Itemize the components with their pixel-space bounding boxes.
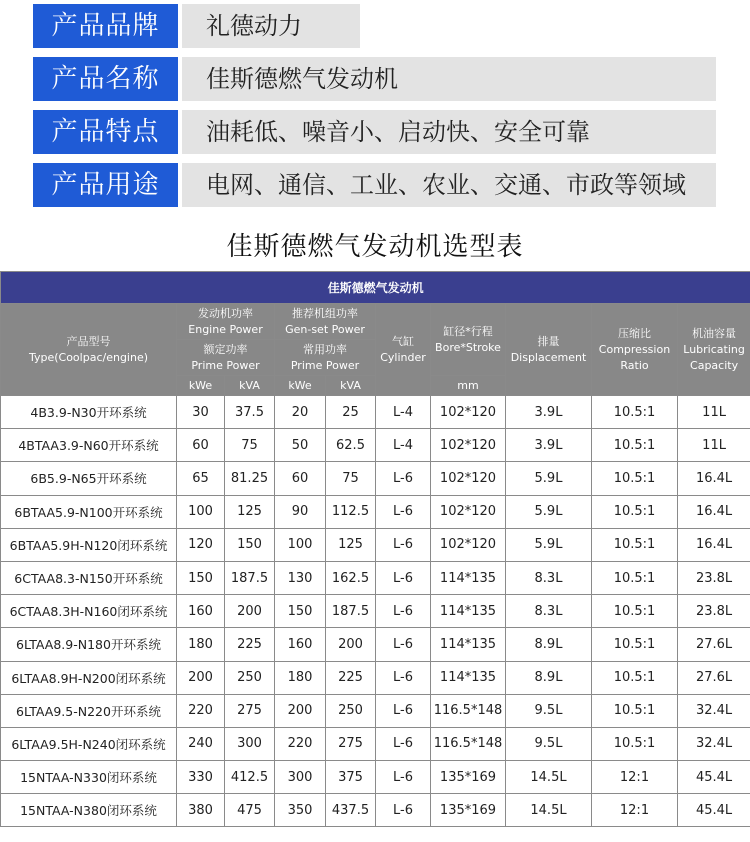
table-row — [1, 694, 750, 727]
cell-engine-kva: 275 — [225, 694, 275, 727]
info-value: 电网、通信、工业、农业、交通、市政等领域 — [182, 163, 716, 207]
info-label: 产品品牌 — [33, 4, 178, 48]
cell-genset-kwe: 220 — [275, 727, 326, 760]
cell-bore-stroke: 114*135 — [431, 561, 506, 594]
cell-genset-kva: 200 — [326, 628, 376, 661]
header-genset-power — [275, 304, 376, 340]
header-comp-cn: 压缩比 — [618, 326, 651, 340]
cell-displacement: 3.9L — [506, 429, 592, 462]
info-value: 油耗低、噪音小、启动快、安全可靠 — [182, 110, 716, 154]
cell-cylinder: L-6 — [376, 628, 431, 661]
cell-bore-stroke: 135*169 — [431, 794, 506, 827]
cell-engine-kva: 81.25 — [225, 462, 275, 495]
cell-cylinder: L-6 — [376, 661, 431, 694]
cell-lubricating: 16.4L — [678, 528, 750, 561]
cell-compression: 10.5:1 — [592, 628, 678, 661]
cell-model: 6LTAA8.9-N180开环系统 — [1, 628, 177, 661]
info-row-brand — [33, 4, 360, 48]
cell-compression: 10.5:1 — [592, 396, 678, 429]
header-cylinder-en: Cylinder — [380, 350, 426, 364]
table-row — [1, 396, 750, 429]
cell-bore-stroke: 114*135 — [431, 628, 506, 661]
cell-engine-kwe: 200 — [177, 661, 225, 694]
table-row — [1, 528, 750, 561]
cell-cylinder: L-6 — [376, 528, 431, 561]
header-model — [1, 304, 177, 396]
header-genset-power-cn: 推荐机组功率 — [292, 306, 358, 320]
cell-engine-kva: 250 — [225, 661, 275, 694]
cell-bore-stroke: 102*120 — [431, 495, 506, 528]
header-lub-cn: 机油容量 — [692, 326, 737, 340]
info-label: 产品用途 — [33, 163, 178, 207]
cell-lubricating: 32.4L — [678, 727, 750, 760]
table-row — [1, 595, 750, 628]
table-body — [1, 396, 750, 827]
header-kva: kVA — [225, 376, 275, 396]
table-row — [1, 628, 750, 661]
cell-model: 6CTAA8.3-N150开环系统 — [1, 561, 177, 594]
cell-compression: 10.5:1 — [592, 429, 678, 462]
cell-displacement: 5.9L — [506, 528, 592, 561]
table-row — [1, 462, 750, 495]
table-banner: 佳斯德燃气发动机 — [1, 272, 750, 304]
cell-genset-kwe: 130 — [275, 561, 326, 594]
cell-model: 4B3.9-N30开环系统 — [1, 396, 177, 429]
cell-genset-kwe: 180 — [275, 661, 326, 694]
cell-compression: 10.5:1 — [592, 495, 678, 528]
cell-engine-kva: 200 — [225, 595, 275, 628]
cell-model: 4BTAA3.9-N60开环系统 — [1, 429, 177, 462]
info-label: 产品名称 — [33, 57, 178, 101]
cell-bore-stroke: 102*120 — [431, 528, 506, 561]
cell-genset-kva: 225 — [326, 661, 376, 694]
cell-genset-kwe: 200 — [275, 694, 326, 727]
header-bore-en: Bore*Stroke — [435, 340, 501, 354]
cell-genset-kwe: 20 — [275, 396, 326, 429]
cell-genset-kva: 437.5 — [326, 794, 376, 827]
cell-engine-kva: 37.5 — [225, 396, 275, 429]
cell-lubricating: 27.6L — [678, 661, 750, 694]
cell-model: 6LTAA8.9H-N200闭环系统 — [1, 661, 177, 694]
cell-bore-stroke: 116.5*148 — [431, 727, 506, 760]
cell-genset-kva: 162.5 — [326, 561, 376, 594]
cell-cylinder: L-6 — [376, 561, 431, 594]
cell-genset-kwe: 150 — [275, 595, 326, 628]
header-lubricating — [678, 304, 750, 396]
cell-compression: 10.5:1 — [592, 528, 678, 561]
table-row — [1, 761, 750, 794]
cell-engine-kva: 150 — [225, 528, 275, 561]
cell-engine-kwe: 220 — [177, 694, 225, 727]
table-row — [1, 561, 750, 594]
cell-cylinder: L-6 — [376, 727, 431, 760]
cell-cylinder: L-6 — [376, 794, 431, 827]
cell-cylinder: L-6 — [376, 462, 431, 495]
header-displacement — [506, 304, 592, 396]
info-row-usage — [33, 163, 716, 207]
cell-bore-stroke: 114*135 — [431, 595, 506, 628]
header-kwe: kWe — [177, 376, 225, 396]
header-cylinder-cn: 气缸 — [392, 334, 414, 348]
info-value: 佳斯德燃气发动机 — [182, 57, 716, 101]
cell-genset-kwe: 160 — [275, 628, 326, 661]
cell-displacement: 14.5L — [506, 761, 592, 794]
cell-genset-kva: 25 — [326, 396, 376, 429]
header-comp-en1: Compression — [598, 342, 671, 356]
header-rated-power — [177, 340, 275, 376]
cell-genset-kwe: 350 — [275, 794, 326, 827]
cell-engine-kva: 412.5 — [225, 761, 275, 794]
cell-lubricating: 32.4L — [678, 694, 750, 727]
cell-compression: 10.5:1 — [592, 694, 678, 727]
header-engine-power — [177, 304, 275, 340]
cell-genset-kwe: 90 — [275, 495, 326, 528]
header-disp-en: Displacement — [510, 350, 587, 364]
cell-engine-kva: 187.5 — [225, 561, 275, 594]
cell-lubricating: 45.4L — [678, 761, 750, 794]
spec-table — [0, 271, 750, 827]
cell-bore-stroke: 102*120 — [431, 462, 506, 495]
header-prime-power-cn: 常用功率 — [303, 342, 347, 356]
cell-cylinder: L-4 — [376, 396, 431, 429]
cell-model: 6LTAA9.5-N220开环系统 — [1, 694, 177, 727]
header-bore-stroke — [431, 304, 506, 376]
table-row — [1, 661, 750, 694]
cell-model: 6B5.9-N65开环系统 — [1, 462, 177, 495]
cell-engine-kva: 225 — [225, 628, 275, 661]
header-rated-power-en: Prime Power — [191, 358, 260, 372]
cell-engine-kva: 75 — [225, 429, 275, 462]
cell-engine-kwe: 100 — [177, 495, 225, 528]
cell-engine-kwe: 180 — [177, 628, 225, 661]
cell-displacement: 9.5L — [506, 694, 592, 727]
cell-compression: 10.5:1 — [592, 727, 678, 760]
cell-lubricating: 16.4L — [678, 495, 750, 528]
cell-engine-kva: 300 — [225, 727, 275, 760]
cell-lubricating: 27.6L — [678, 628, 750, 661]
cell-engine-kwe: 120 — [177, 528, 225, 561]
table-row — [1, 429, 750, 462]
header-kva: kVA — [326, 376, 376, 396]
cell-lubricating: 23.8L — [678, 561, 750, 594]
cell-genset-kwe: 300 — [275, 761, 326, 794]
cell-genset-kwe: 60 — [275, 462, 326, 495]
info-row-features — [33, 110, 716, 154]
cell-displacement: 8.3L — [506, 595, 592, 628]
cell-compression: 10.5:1 — [592, 661, 678, 694]
cell-genset-kva: 62.5 — [326, 429, 376, 462]
cell-genset-kva: 275 — [326, 727, 376, 760]
cell-model: 6BTAA5.9-N100开环系统 — [1, 495, 177, 528]
info-value: 礼德动力 — [182, 4, 360, 48]
info-row-name — [33, 57, 716, 101]
header-model-cn: 产品型号 — [66, 334, 111, 348]
cell-cylinder: L-6 — [376, 694, 431, 727]
header-prime-power-en: Prime Power — [290, 358, 360, 372]
cell-genset-kva: 187.5 — [326, 595, 376, 628]
cell-cylinder: L-6 — [376, 495, 431, 528]
cell-engine-kwe: 330 — [177, 761, 225, 794]
cell-engine-kwe: 60 — [177, 429, 225, 462]
cell-engine-kwe: 65 — [177, 462, 225, 495]
cell-displacement: 8.3L — [506, 561, 592, 594]
cell-model: 15NTAA-N380闭环系统 — [1, 794, 177, 827]
cell-model: 6CTAA8.3H-N160闭环系统 — [1, 595, 177, 628]
cell-bore-stroke: 116.5*148 — [431, 694, 506, 727]
info-label: 产品特点 — [33, 110, 178, 154]
cell-compression: 10.5:1 — [592, 462, 678, 495]
cell-displacement: 8.9L — [506, 628, 592, 661]
header-rated-power-cn: 额定功率 — [203, 342, 248, 356]
cell-genset-kwe: 50 — [275, 429, 326, 462]
cell-engine-kva: 475 — [225, 794, 275, 827]
table-row — [1, 495, 750, 528]
cell-displacement: 8.9L — [506, 661, 592, 694]
header-lub-en2: Capacity — [690, 358, 739, 372]
header-bore-cn: 缸径*行程 — [443, 324, 493, 338]
cell-genset-kva: 112.5 — [326, 495, 376, 528]
table-title: 佳斯德燃气发动机选型表 — [226, 232, 524, 262]
cell-compression: 10.5:1 — [592, 561, 678, 594]
cell-lubricating: 23.8L — [678, 595, 750, 628]
cell-model: 15NTAA-N330闭环系统 — [1, 761, 177, 794]
cell-engine-kwe: 30 — [177, 396, 225, 429]
header-kwe: kWe — [275, 376, 326, 396]
header-disp-cn: 排量 — [537, 334, 560, 348]
cell-genset-kva: 375 — [326, 761, 376, 794]
cell-displacement: 3.9L — [506, 396, 592, 429]
cell-engine-kwe: 240 — [177, 727, 225, 760]
table-row — [1, 727, 750, 760]
header-lub-en1: Lubricating — [683, 342, 745, 356]
cell-bore-stroke: 102*120 — [431, 429, 506, 462]
cell-cylinder: L-6 — [376, 761, 431, 794]
cell-model: 6BTAA5.9H-N120闭环系统 — [1, 528, 177, 561]
cell-displacement: 9.5L — [506, 727, 592, 760]
cell-bore-stroke: 114*135 — [431, 661, 506, 694]
cell-engine-kwe: 380 — [177, 794, 225, 827]
cell-cylinder: L-6 — [376, 595, 431, 628]
cell-lubricating: 11L — [678, 429, 750, 462]
cell-genset-kva: 125 — [326, 528, 376, 561]
cell-genset-kva: 75 — [326, 462, 376, 495]
cell-displacement: 5.9L — [506, 495, 592, 528]
header-model-en: Type(Coolpac/engine) — [28, 350, 149, 364]
header-bore-unit: mm — [431, 376, 506, 396]
header-genset-power-en: Gen-set Power — [285, 322, 365, 336]
cell-lubricating: 11L — [678, 396, 750, 429]
table-row — [1, 794, 750, 827]
cell-compression: 12:1 — [592, 761, 678, 794]
cell-lubricating: 16.4L — [678, 462, 750, 495]
cell-engine-kwe: 150 — [177, 561, 225, 594]
header-compression — [592, 304, 678, 396]
cell-genset-kva: 250 — [326, 694, 376, 727]
header-engine-power-en: Engine Power — [188, 322, 263, 336]
cell-displacement: 5.9L — [506, 462, 592, 495]
header-engine-power-cn: 发动机功率 — [198, 306, 253, 320]
cell-engine-kwe: 160 — [177, 595, 225, 628]
cell-compression: 10.5:1 — [592, 595, 678, 628]
header-cylinder — [376, 304, 431, 396]
cell-engine-kva: 125 — [225, 495, 275, 528]
cell-lubricating: 45.4L — [678, 794, 750, 827]
cell-bore-stroke: 102*120 — [431, 396, 506, 429]
cell-cylinder: L-4 — [376, 429, 431, 462]
cell-model: 6LTAA9.5H-N240闭环系统 — [1, 727, 177, 760]
cell-compression: 12:1 — [592, 794, 678, 827]
header-prime-power — [275, 340, 376, 376]
header-comp-en2: Ratio — [620, 358, 649, 372]
cell-displacement: 14.5L — [506, 794, 592, 827]
cell-genset-kwe: 100 — [275, 528, 326, 561]
cell-bore-stroke: 135*169 — [431, 761, 506, 794]
